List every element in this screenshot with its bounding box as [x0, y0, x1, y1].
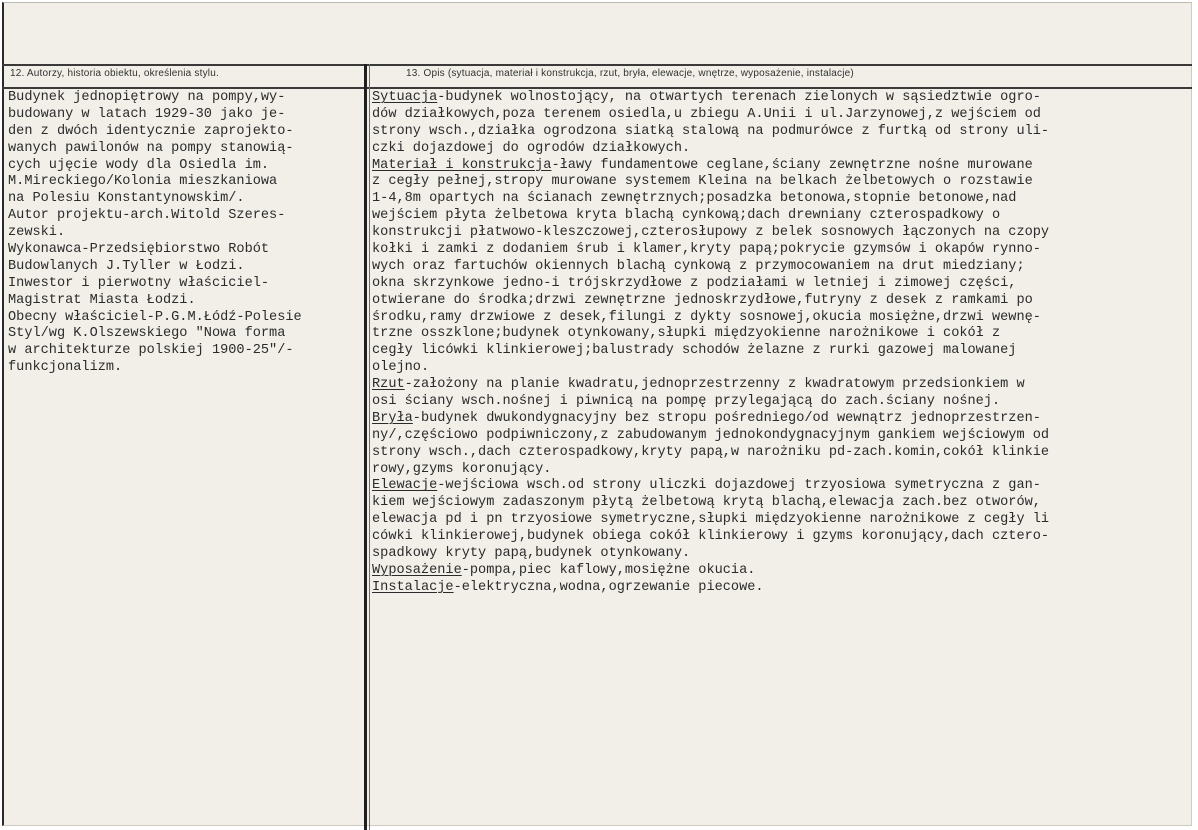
description-line — [372, 462, 1049, 479]
line-text: strony wsch.,dach czterospadkowy,kryty papą,w narożniku pd-zach.komin,cokół klinkie — [372, 444, 1050, 460]
section-term: Wyposażenie — [372, 562, 462, 578]
left-text-line: budowany w latach 1929-30 jako je- — [8, 106, 286, 122]
left-text-line: Wykonawca-Przedsiębiorstwo Robót — [8, 242, 270, 258]
description-line — [372, 107, 1049, 124]
description-line — [372, 310, 1049, 327]
line-text: cegły licówki klinkierowej;balustrady schodów żelazne z rurki gazowej malowanej — [372, 343, 1017, 359]
left-text-line: na Polesiu Konstantynowskim/. — [8, 191, 245, 207]
line-text: ny/,częściowo podpiwniczony,z zabudowanym jednokondygnacyjnym gankiem wejściowym od — [372, 427, 1050, 443]
section-term: Materiał i konstrukcja — [372, 157, 552, 173]
description-line — [372, 580, 1049, 597]
column-divider-inner — [369, 64, 370, 830]
line-text: elewacja pd i pn trzyosiowe symetryczne,słupki międzyokienne narożnikowe z cegły li — [372, 512, 1050, 528]
authors-history-style-text — [8, 90, 302, 377]
description-line — [372, 276, 1049, 293]
top-rule — [2, 64, 1192, 66]
description-line — [372, 411, 1049, 428]
line-text: wych oraz fartuchów okiennych blachą cynkową z przymocowaniem na drut miedziany; — [372, 258, 1025, 274]
line-text: -wejściowa wsch.od strony uliczki dojazdowej trzyosiowa symetryczna z gan- — [437, 478, 1041, 494]
line-text: -elektryczna,wodna,ogrzewanie piecowe. — [453, 579, 764, 595]
line-text: rowy,gzyms koronujący. — [372, 461, 552, 477]
line-text: kołki i zamki z dodaniem śrub i klamer,kryty papą;pokrycie gzymsów i okapów rynno- — [372, 242, 1041, 258]
line-text: wejściem płyta żelbetowa kryta blachą cynkową;dach drewniany czterospadkowy o — [372, 208, 1001, 224]
left-text-line: Styl/wg K.Olszewskiego "Nowa forma — [8, 326, 286, 342]
column-divider — [364, 64, 367, 830]
description-line — [372, 512, 1049, 529]
line-text: -założony na planie kwadratu,jednoprzestrzenny z kwadratowym przedsionkiem w — [404, 377, 1025, 393]
line-text: kiem wejściowym zadaszonym płytą żelbetową krytą blachą,elewacja zach.bez otworów, — [372, 495, 1041, 511]
description-line — [372, 428, 1049, 445]
description-line — [372, 208, 1049, 225]
line-text: strony wsch.,działka ogrodzona siatką stalową na podmurówce z furtką od strony uli- — [372, 123, 1050, 139]
left-text-line: cych ujęcie wody dla Osiedla im. — [8, 157, 270, 173]
left-text-line: Magistrat Miasta Łodzi. — [8, 292, 196, 308]
description-line — [372, 360, 1049, 377]
left-text-line: den z dwóch identycznie zaprojekto- — [8, 123, 294, 139]
left-text-line: M.Mireckiego/Kolonia mieszkaniowa — [8, 174, 278, 190]
left-text-line: w architekturze polskiej 1900-25"/- — [8, 343, 294, 359]
description-line — [372, 563, 1049, 580]
left-text-line: Inwestor i pierwotny właściciel- — [8, 275, 270, 291]
section-term: Sytuacja — [372, 90, 438, 105]
description-line — [372, 343, 1049, 360]
section-term: Bryła — [372, 410, 413, 426]
heading-rule — [2, 87, 1192, 89]
line-text: spadkowy kryty papą,budynek otynkowany. — [372, 546, 691, 562]
left-text-line: zewski. — [8, 225, 66, 241]
section-12-heading: 12. Autorzy, historia obiektu, określenia stylu. — [10, 68, 219, 79]
line-text: -ławy fundamentowe ceglane,ściany zewnętrzne nośne murowane — [551, 157, 1033, 173]
left-text-line: wanych pawilonów na pompy stanowią- — [8, 140, 294, 156]
section-term: Elewacje — [372, 478, 438, 494]
line-text: okna skrzynkowe jedno-i trójskrzydłowe z podziałami w letniej i zimowej części, — [372, 275, 1017, 291]
line-text: 1-4,8m opartych na ścianach zewnętrznych;posadzka betonowa,stopnie betonowe,nad — [372, 191, 1017, 207]
description-line — [372, 225, 1049, 242]
line-text: -pompa,piec kaflowy,mosiężne okucia. — [461, 562, 756, 578]
line-text: trzne osszklone;budynek otynkowany,słupki międzyokienne narożnikowe i cokół z — [372, 326, 1001, 342]
description-line — [372, 259, 1049, 276]
line-text: z cegły pełnej,stropy murowane systemem Kleina na belkach żelbetowych o rozstawie — [372, 174, 1033, 190]
description-line — [372, 529, 1049, 546]
description-line — [372, 174, 1049, 191]
section-term: Rzut — [372, 377, 405, 393]
section-term: Instalacje — [372, 579, 454, 595]
description-line — [372, 377, 1049, 394]
description-text — [372, 90, 1049, 597]
line-text: -budynek dwukondygnacyjny bez stropu pośredniego/od wewnątrz jednoprzestrzen- — [412, 410, 1041, 426]
description-line — [372, 546, 1049, 563]
description-line — [372, 141, 1049, 158]
line-text: olejno. — [372, 360, 430, 376]
description-line — [372, 445, 1049, 462]
description-line — [372, 191, 1049, 208]
description-line — [372, 495, 1049, 512]
section-13-heading: 13. Opis (sytuacja, materiał i konstrukcja, rzut, bryła, elewacje, wnętrze, wyposażenie, instalacje) — [406, 68, 854, 79]
left-text-line: Budowlanych J.Tyller w Łodzi. — [8, 258, 245, 274]
description-line — [372, 394, 1049, 411]
line-text: osi ściany wsch.nośnej i piwnicą na pompę przylegającą do zach.ściany nośnej. — [372, 394, 1001, 410]
left-text-line: funkcjonalizm. — [8, 360, 123, 376]
left-text-line: Obecny właściciel-P.G.M.Łódź-Polesie — [8, 309, 302, 325]
description-line — [372, 326, 1049, 343]
description-line — [372, 242, 1049, 259]
line-text: cówki klinkierowej,budynek obiega cokół klinkierowy i gzyms koronujący,dach cztero- — [372, 529, 1050, 545]
left-text-line: Budynek jednopiętrowy na pompy,wy- — [8, 90, 286, 105]
line-text: otwierane do środka;drzwi zewnętrzne jednoskrzydłowe,futryny z desek z ramkami po — [372, 292, 1033, 308]
line-text: czki dojazdowej do ogrodów działkowych. — [372, 140, 691, 156]
line-text: -budynek wolnostojący, na otwartych terenach zielonych w sąsiedztwie ogro- — [437, 90, 1041, 105]
description-line — [372, 293, 1049, 310]
line-text: konstrukcji płatwowo-kleszczowej,czterosłupowy z belek sosnowych łączonych na czopy — [372, 225, 1050, 241]
description-line — [372, 158, 1049, 175]
line-text: dów działkowych,poza terenem osiedla,u zbiegu A.Unii i ul.Jarzynowej,z wejściem od — [372, 106, 1041, 122]
description-line — [372, 90, 1049, 107]
description-line — [372, 124, 1049, 141]
description-line — [372, 478, 1049, 495]
left-text-line: Autor projektu-arch.Witold Szeres- — [8, 208, 286, 224]
line-text: środku,ramy drzwiowe z desek,filungi z dykty sosnowej,okucia mosiężne,drzwi wewnę- — [372, 309, 1041, 325]
